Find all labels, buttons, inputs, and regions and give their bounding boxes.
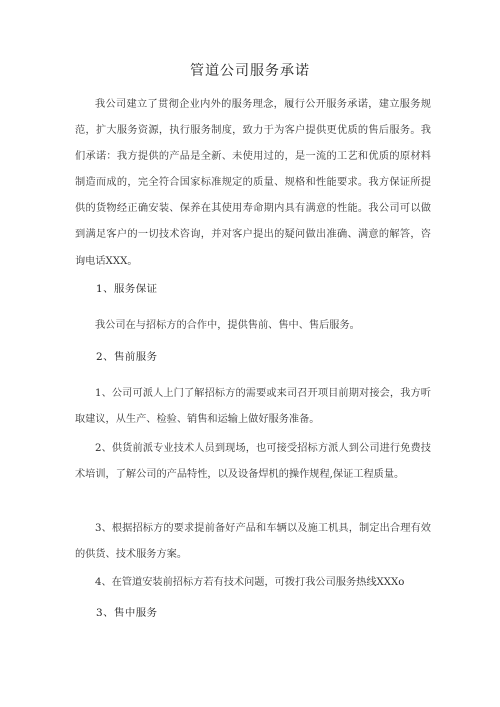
section-heading-in-sale: 3、售中服务 [96,607,158,619]
pre-sale-item: 4、在管道安装前招标方若有技术问题，可拨打我公司服务热线XXXo [95,577,405,588]
pre-sale-item: 1、公司可派人上门了解招标方的需要或来司召开项目前期对接会，我方听取建议，从生产、检验、销售和运输上做好服务准备。 [75,388,431,426]
service-guarantee-paragraph: 我公司在与招标方的合作中，提供售前、售中、售后服务。 [95,320,360,331]
pre-sale-item: 2、供货前派专业技术人员到现场，也可接受招标方派人到公司进行免费技术培训，了解公司的产品特性，以及设备焊机的操作规程,保证工程质量。 [75,443,431,481]
section-heading-pre-sale: 2、售前服务 [96,351,158,363]
pre-sale-item: 3、根据招标方的要求提前备好产品和车辆以及施工机具，制定出合理有效的供货、技术服务方案。 [75,523,431,561]
intro-paragraph: 我公司建立了贯彻企业内外的服务理念，履行公开服务承诺，建立服务规范，扩大服务资源，执行服务制度，致力于为客户提供更优质的售后服务。我们承诺：我方提供的产品是全新、未使用过的，是一流的工艺和优质的原材料制造而成的，完全符合国家标准规定的质量、规格和性能要求。我方保证所提供的货物经正确安装、保养在其使用寿命期内具有满意的性能。我公司可以做到满足客户的一切技术咨询，并对客户提出的疑问做出准确、满意的解答，咨询电话XXX。 [75,99,431,267]
section-heading-service-guarantee: 1、服务保证 [96,283,158,295]
document-title: 管道公司服务承诺 [190,63,310,79]
